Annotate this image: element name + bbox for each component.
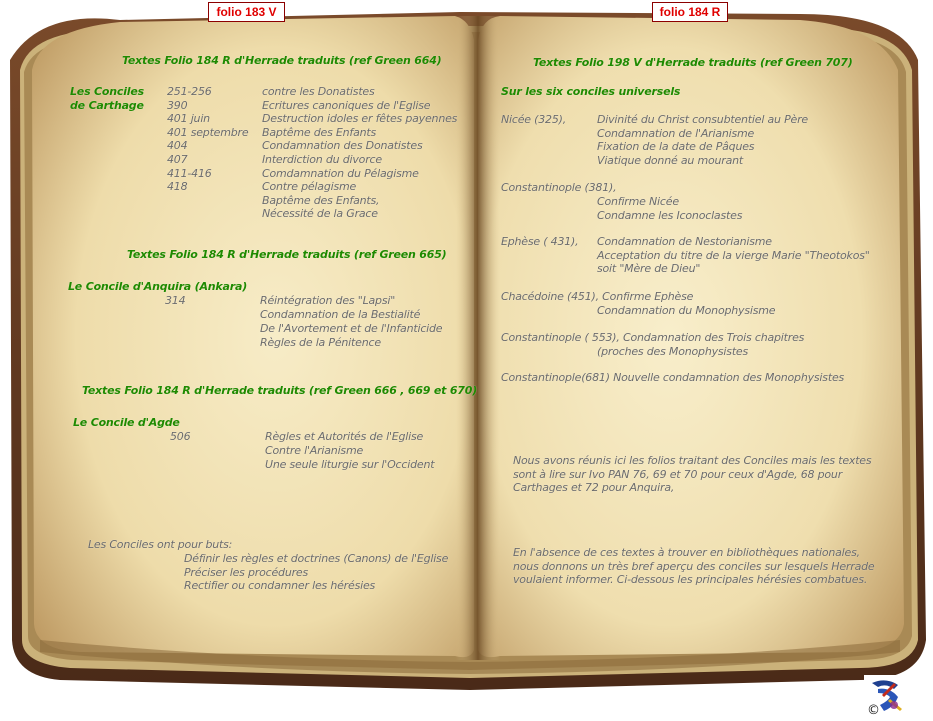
carthage-date: 404 [167, 139, 188, 153]
note-absence-line: voulaient informer. Ci-dessous les principales hérésies combatues. [513, 573, 868, 586]
carthage-decision: Interdiction du divorce [262, 153, 382, 166]
carthage-decision: Baptême des Enfants, [262, 193, 380, 207]
nicee-decision: Condamnation de l'Arianisme [597, 126, 755, 140]
chalcedoine-line2: Condamnation du Monophysisme [597, 304, 776, 317]
carthage-date: 407 [167, 153, 188, 166]
agde-decision: Règles et Autorités de l'Eglise [265, 430, 424, 443]
note-folios-line: Nous avons réunis ici les folios traitant des Conciles mais les textes [513, 454, 872, 467]
left-heading-green664: Textes Folio 184 R d'Herrade traduits (ref Green 664) [122, 54, 442, 67]
anquira-decision: Réintégration des "Lapsi" [260, 294, 396, 307]
carthage-decision: Ecritures canoniques de l'Eglise [262, 98, 431, 112]
carthage-date: 401 septembre [167, 125, 249, 139]
const381-label: Constantinople (381), [501, 181, 617, 194]
note-absence-line: En l'absence de ces textes à trouver en bibliothèques nationales, [513, 546, 860, 559]
nicee-decision: Fixation de la date de Pâques [597, 140, 755, 153]
carthage-label-line1: Les Conciles [70, 85, 144, 98]
ephese-decision: soit "Mère de Dieu" [597, 262, 701, 275]
nicee-decision: Divinité du Christ consubtentiel au Père [597, 113, 808, 126]
left-heading-green666: Textes Folio 184 R d'Herrade traduits (ref Green 666 , 669 et 670) [82, 384, 478, 397]
const381-decision: Condamne les Iconoclastes [597, 208, 743, 222]
carthage-decision: Condamnation des Donatistes [262, 139, 423, 153]
carthage-decision: Baptême des Enfants [262, 125, 377, 139]
copyright-symbol: © [867, 703, 880, 718]
const681-line: Constantinople(681) Nouvelle condamnation des Monophysistes [501, 371, 845, 384]
const381-decision: Confirme Nicée [597, 195, 679, 208]
anquira-decision: Condamnation de la Bestialité [260, 308, 421, 321]
const553-line2: (proches des Monophysistes [597, 345, 749, 358]
nicee-decision: Viatique donné au mourant [597, 153, 744, 167]
carthage-decision: Comdamnation du Pélagisme [262, 166, 419, 180]
ephese-label: Ephèse ( 431), [501, 235, 579, 248]
anquira-decision: De l'Avortement et de l'Infanticide [260, 322, 443, 335]
agde-date: 506 [170, 430, 191, 443]
note-folios-line: sont à lire sur Ivo PAN 76, 69 et 70 pour ceux d'Agde, 68 pour [513, 467, 843, 481]
buts-intro: Les Conciles ont pour buts: [88, 538, 233, 551]
carthage-label-line2: de Carthage [70, 99, 144, 112]
note-folios-line: Carthages et 72 pour Anquira, [513, 481, 675, 494]
agde-label: Le Concile d'Agde [73, 416, 180, 429]
carthage-date: 390 [167, 98, 188, 112]
ephese-decision: Acceptation du titre de la vierge Marie "Theotokos" [597, 248, 870, 262]
carthage-decision: Destruction idoles er fêtes payennes [262, 112, 458, 126]
note-absence-line: nous donnons un très bref aperçu des conciles sur lesquels Herrade [513, 559, 875, 573]
folio-tab-right: folio 184 R [652, 2, 728, 22]
const553-line1: Constantinople ( 553), Condamnation des Trois chapitres [501, 331, 805, 344]
chalcedoine-line1: Chacédoine (451), Confirme Ephèse [501, 290, 694, 303]
anquira-label: Le Concile d'Anquira (Ankara) [68, 280, 248, 293]
right-subheading: Sur les six conciles universels [501, 85, 681, 98]
carthage-date: 418 [167, 180, 188, 194]
agde-decision: Contre l'Arianisme [265, 444, 364, 457]
folio-tab-left: folio 183 V [208, 2, 285, 22]
carthage-decision: Nécessité de la Grace [262, 207, 378, 221]
carthage-date: 411-416 [167, 166, 212, 180]
left-heading-green665: Textes Folio 184 R d'Herrade traduits (ref Green 665) [127, 248, 447, 261]
carthage-date: 251-256 [167, 85, 212, 98]
carthage-date: 401 juin [167, 112, 210, 126]
buts-item: Rectifier ou condamner les hérésies [184, 579, 376, 592]
carthage-decision: Contre pélagisme [262, 180, 357, 194]
nicee-label: Nicée (325), [501, 113, 567, 126]
book-gutter [456, 16, 500, 660]
anquira-decision: Règles de la Pénitence [260, 336, 381, 349]
anquira-date: 314 [165, 294, 186, 307]
right-heading-green707: Textes Folio 198 V d'Herrade traduits (ref Green 707) [533, 56, 853, 69]
ephese-decision: Condamnation de Nestorianisme [597, 235, 772, 248]
carthage-decision: contre les Donatistes [262, 85, 375, 98]
agde-decision: Une seule liturgie sur l'Occident [265, 458, 435, 471]
buts-item: Définir les règles et doctrines (Canons) de l'Eglise [184, 552, 449, 565]
buts-item: Préciser les procédures [184, 565, 309, 579]
